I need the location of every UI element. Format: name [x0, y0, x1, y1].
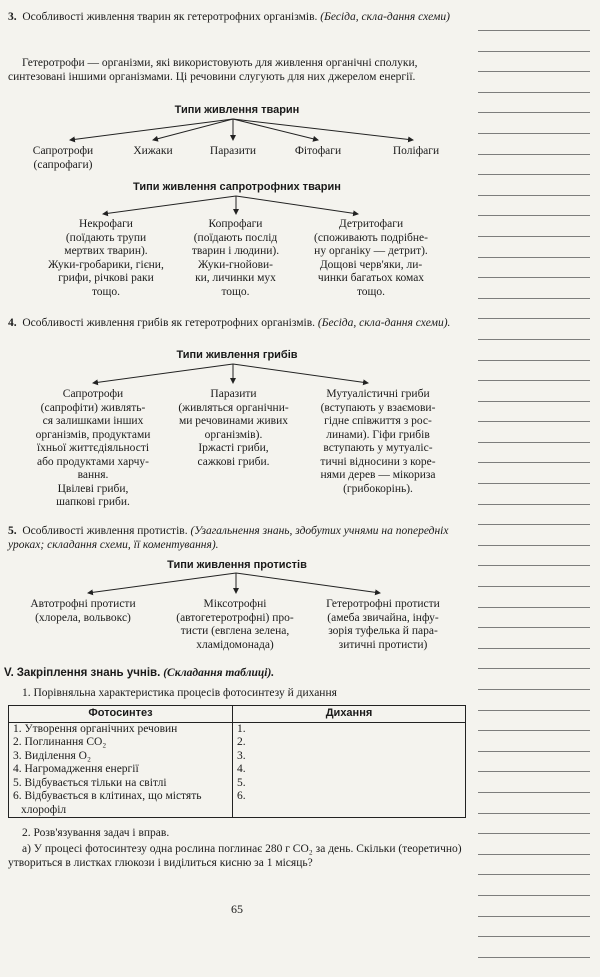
table-row: [9, 777, 466, 791]
table-row: [9, 790, 466, 804]
note-line: [478, 833, 590, 834]
note-line: [478, 462, 590, 463]
section4-note: (Бесіда, скла-дання схеми).: [317, 317, 451, 329]
diagram1-node-phytophages: Фітофаги: [294, 145, 342, 157]
table-cell: 3.: [233, 750, 466, 764]
table-cell: 2.: [233, 736, 466, 750]
note-line: [478, 792, 590, 793]
note-line: [478, 627, 590, 628]
table-cell: 5.: [233, 777, 466, 791]
note-line: [478, 854, 590, 855]
table-cell: 4.: [233, 763, 466, 777]
note-line: [478, 318, 590, 319]
section3-paragraph: Гетеротрофи — організми, які використовують для живлення органічні сполуки, синтезовані іншими організмами. Ці речовини слугують для них джерелом енергії.: [8, 57, 418, 83]
note-line: [478, 483, 590, 484]
diagram1-node-predators: Хижаки: [133, 145, 173, 157]
table-cell: 4. Нагромадження енергії: [9, 763, 233, 777]
diagram2-node-coprophages: Копрофаги (поїдають послід тварин і людини). Жуки-гнойови- ки, личинки мух тощо.: [191, 218, 280, 298]
table-header-photosynthesis: Фотосинтез: [9, 706, 233, 723]
table-cell: 5. Відбувається тільки на світлі: [9, 777, 233, 791]
diagram3-node-mutualists: Мутуалістичні гриби (вступають у взаємови- гідне співжиття з рос- линами). Гіфи грибів вступають у мутуаліс- тичні відносини з коре- нями дерев — мікориза (грибокорінь).: [320, 388, 436, 495]
note-line: [478, 545, 590, 546]
diagram1-node-parasites: Паразити: [209, 145, 257, 157]
note-line: [478, 133, 590, 134]
diagram2-node-detritophages: Детритофаги (споживають подрібне- ну органіку — детрит). Дощові черв'яки, ли- чинки багатьох комах тощо.: [314, 218, 428, 298]
table-cell: [233, 804, 466, 818]
note-line: [478, 648, 590, 649]
section3-number: 3.: [8, 11, 17, 23]
table-row: [9, 804, 466, 818]
diagram4-node-heterotrophs: Гетеротрофні протисти (амеба звичайна, інфу- зорія туфелька й пара- зитичні протисти): [326, 598, 440, 651]
diagram3-node-parasites: Паразити (живляться органічни- ми речовинами живих організмів). Іржасті гриби, сажкові гриби.: [178, 388, 289, 468]
page-number: 65: [231, 902, 243, 916]
note-line: [478, 524, 590, 525]
notes-lines-column: [478, 30, 590, 977]
note-line: [478, 195, 590, 196]
diagram2-node-necrophages: Некрофаги (поїдають трупи мертвих тварин). Жуки-гробарики, гієни, грифи, річкові раки тощо.: [48, 218, 164, 298]
section3-heading-text: Особливості живлення тварин як гетеротрофних організмів.: [22, 11, 318, 23]
note-line: [478, 771, 590, 772]
sectionV-problem-a: а) У процесі фотосинтезу одна рослина поглинає 280 г CO₂ за день. Скільки (теоретично) утвориться в листках глюкози і виділиться кисню за 1 місяць?: [8, 843, 462, 869]
note-line: [478, 895, 590, 896]
sectionV-heading: [4, 666, 274, 680]
note-line: [478, 668, 590, 669]
note-line: [478, 277, 590, 278]
note-line: [478, 298, 590, 299]
sectionV-task2: 2. Розв'язування задач і вправ.: [22, 827, 170, 839]
table-cell: 6.: [233, 790, 466, 804]
sectionV-task1: 1. Порівняльна характеристика процесів фотосинтезу й дихання: [22, 687, 337, 699]
diagram4-title: Типи живлення протистів: [167, 559, 307, 571]
note-line: [478, 586, 590, 587]
note-line: [478, 30, 590, 31]
note-line: [478, 51, 590, 52]
table-cell: 3. Виділення O₂: [9, 750, 233, 764]
diagram1-node-saprotrophs: Сапротрофи (сапрофаги): [32, 145, 94, 171]
section5-note: (Узагальнення знань, здобутих учнями на попередніх уроках; складання схеми, її коментування).: [8, 525, 449, 551]
note-line: [478, 442, 590, 443]
sectionV-number: V.: [4, 667, 14, 679]
sectionV-heading-text: Закріплення знань учнів.: [16, 667, 161, 679]
diagram1-node-polyphages: Поліфаги: [392, 145, 440, 157]
diagram2-title: Типи живлення сапротрофних тварин: [133, 181, 341, 193]
note-line: [478, 565, 590, 566]
table-cell: 1.: [233, 722, 466, 736]
table-row: [9, 750, 466, 764]
note-line: [478, 71, 590, 72]
table-row: [9, 722, 466, 736]
comparison-table: [8, 705, 466, 818]
note-line: [478, 957, 590, 958]
table-header-row: [9, 706, 466, 723]
note-line: [478, 215, 590, 216]
table-cell: 1. Утворення органічних речовин: [9, 722, 233, 736]
table-cell: 2. Поглинання CO₂: [9, 736, 233, 750]
diagram4-arrows: [8, 0, 466, 600]
note-line: [478, 401, 590, 402]
note-line: [478, 380, 590, 381]
table-cell: 6. Відбувається в клітинах, що містять: [9, 790, 233, 804]
diagram4-node-mixotrophs: Міксотрофні (автогетеротрофні) про- тисти (евглена зелена, хламідомонада): [176, 598, 294, 651]
note-line: [478, 174, 590, 175]
diagram1-title: Типи живлення тварин: [174, 104, 300, 116]
table-header-respiration: Дихання: [233, 706, 466, 723]
note-line: [478, 339, 590, 340]
section5-heading-text: Особливості живлення протистів.: [22, 525, 188, 537]
table-row: [9, 763, 466, 777]
note-line: [478, 751, 590, 752]
note-line: [478, 236, 590, 237]
note-line: [478, 710, 590, 711]
note-line: [478, 689, 590, 690]
note-line: [478, 936, 590, 937]
section4-heading-text: Особливості живлення грибів як гетеротрофних організмів.: [22, 317, 316, 329]
diagram4-node-autotrophs: Автотрофні протисти (хлорела, вольвокс): [30, 598, 136, 624]
note-line: [478, 421, 590, 422]
note-line: [478, 504, 590, 505]
section4-number: 4.: [8, 317, 17, 329]
note-line: [478, 360, 590, 361]
table-cell: хлорофіл: [9, 804, 233, 818]
note-line: [478, 813, 590, 814]
note-line: [478, 112, 590, 113]
note-line: [478, 257, 590, 258]
section5-number: 5.: [8, 525, 17, 537]
note-line: [478, 730, 590, 731]
diagram3-node-saprotrophs: Сапротрофи (сапрофіти) живлять- ся залишками інших організмів, продуктами їхньої життєдіяльності або продуктами харчу- вання. Цвілеві гриби, шапкові гриби.: [35, 388, 151, 508]
note-line: [478, 92, 590, 93]
note-line: [478, 874, 590, 875]
note-line: [478, 154, 590, 155]
table-row: [9, 736, 466, 750]
sectionV-note: (Складання таблиці).: [163, 667, 275, 679]
note-line: [478, 607, 590, 608]
diagram3-title: Типи живлення грибів: [176, 349, 298, 361]
note-line: [478, 916, 590, 917]
section3-note: (Бесіда, скла-дання схеми): [320, 11, 450, 23]
